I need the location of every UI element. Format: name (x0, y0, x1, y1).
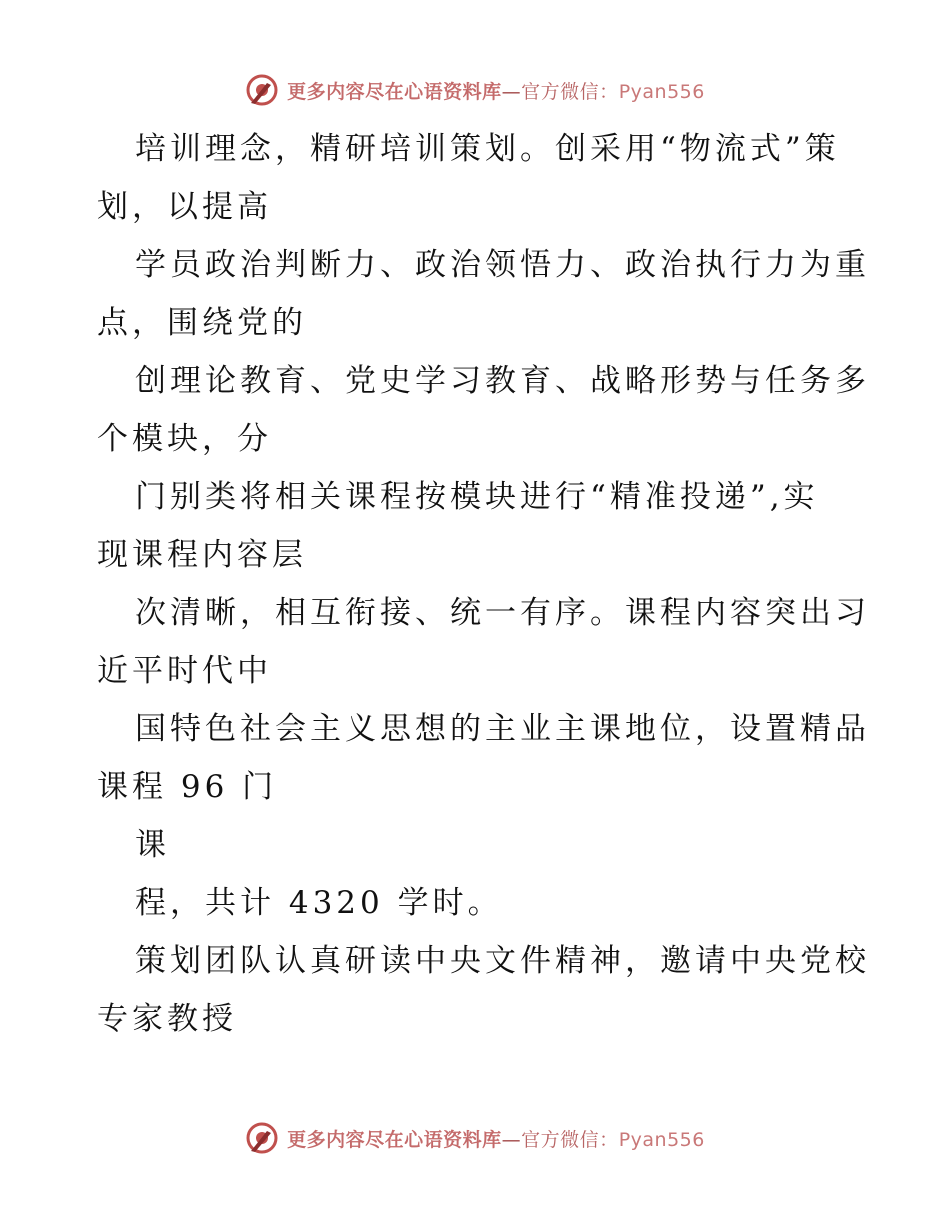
body-line: 培训理念，精研培训策划。创采用“物流式”策 (135, 131, 840, 167)
body-line: 次清晰，相互衔接、统一有序。课程内容突出习 (135, 595, 870, 631)
body-line: 课程 96 门 (97, 769, 278, 805)
body-line: 专家教授 (97, 1001, 237, 1037)
body-line: 程，共计 4320 学时。 (135, 885, 503, 921)
body-line: 点，围绕党的 (97, 305, 307, 341)
watermark-id: Pyan556 (618, 80, 705, 103)
logo-icon (245, 1121, 279, 1155)
logo-icon (245, 73, 279, 107)
watermark-separator: — (501, 80, 522, 103)
watermark-site: 更多内容尽在心语资料库 (287, 1128, 502, 1151)
body-line: 门别类将相关课程按模块进行“精准投递”,实 (135, 479, 819, 515)
body-line: 创理论教育、党史学习教育、战略形势与任务多 (135, 363, 870, 399)
watermark-id: Pyan556 (618, 1128, 705, 1151)
body-line: 课 (135, 827, 170, 863)
header-watermark (0, 70, 950, 110)
watermark-separator: — (501, 1128, 522, 1151)
footer-watermark (0, 1118, 950, 1158)
body-line: 个模块，分 (97, 421, 272, 457)
watermark-site: 更多内容尽在心语资料库 (287, 80, 502, 103)
body-line: 国特色社会主义思想的主业主课地位，设置精品 (135, 711, 870, 747)
body-line: 近平时代中 (97, 653, 272, 689)
watermark-label: 官方微信： (521, 80, 619, 103)
body-line: 现课程内容层 (97, 537, 307, 573)
watermark-label: 官方微信： (521, 1128, 619, 1151)
body-line: 学员政治判断力、政治领悟力、政治执行力为重 (135, 247, 870, 283)
body-line: 划，以提高 (97, 189, 272, 225)
body-line: 策划团队认真研读中央文件精神，邀请中央党校 (135, 943, 870, 979)
document-body (97, 120, 870, 1048)
